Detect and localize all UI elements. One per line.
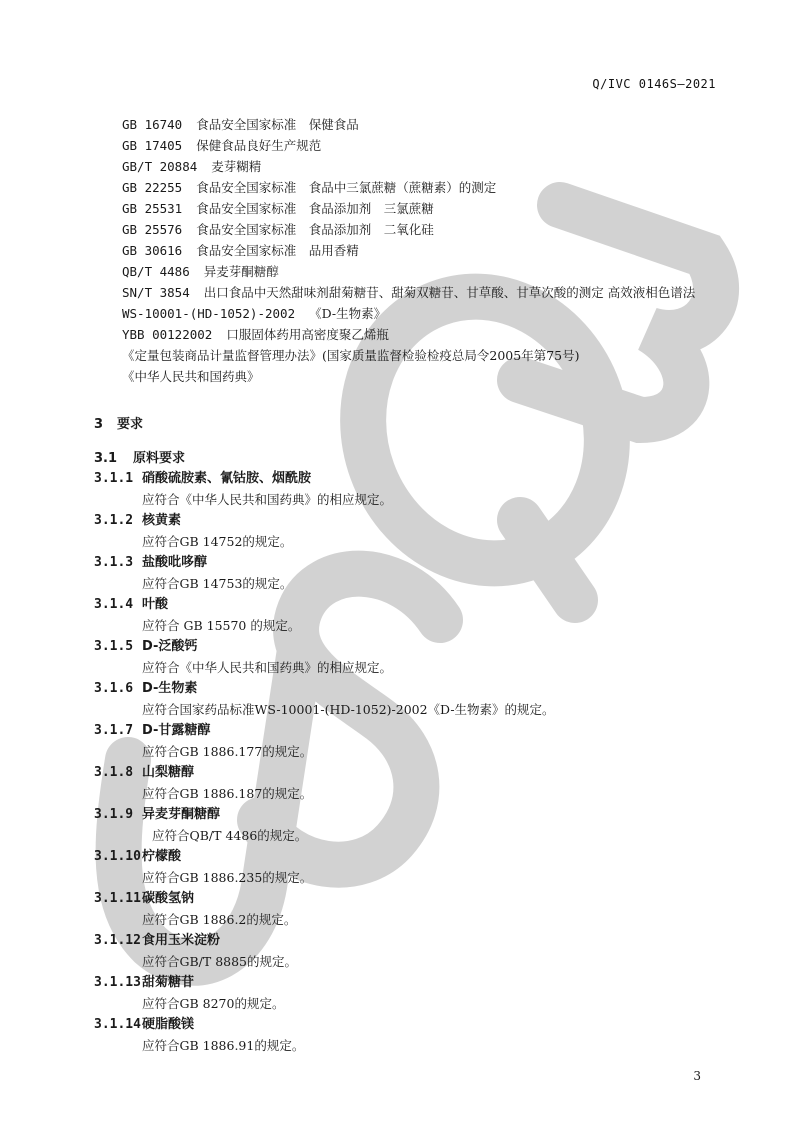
clause-text: 应符合GB 14752的规定。 xyxy=(142,534,293,549)
reference-item: SN/T 3854 出口食品中天然甜味剂甜菊糖苷、甜菊双糖苷、甘草酸、甘草次酸的测定 高效液相色谱法 xyxy=(122,285,696,300)
normative-references xyxy=(94,114,724,387)
clause-text: 应符合GB 1886.187的规定。 xyxy=(142,786,313,801)
clause-heading: 3.1.13甜菊糖苷 xyxy=(94,975,195,990)
clause-text: 应符合GB 14753的规定。 xyxy=(142,576,293,591)
clause-heading: 3.1.7 D-甘露糖醇 xyxy=(94,723,211,738)
section-heading: 3 要求 xyxy=(94,417,144,432)
clause-heading: 3.1.9 异麦芽酮糖醇 xyxy=(94,807,221,822)
reference-item: GB 25531 食品安全国家标准 食品添加剂 三氯蔗糖 xyxy=(122,201,434,216)
clause-heading: 3.1.1 硝酸硫胺素、氰钴胺、烟酰胺 xyxy=(94,471,312,486)
clause-text: 应符合GB 1886.2的规定。 xyxy=(142,912,297,927)
reference-item: GB 25576 食品安全国家标准 食品添加剂 二氧化硅 xyxy=(122,222,434,237)
reference-item: GB/T 20884 麦芽糊精 xyxy=(122,159,262,174)
reference-item: YBB 00122002 口服固体药用高密度聚乙烯瓶 xyxy=(122,327,389,342)
reference-item: 《定量包装商品计量监督管理办法》(国家质量监督检验检疫总局令2005年第75号) xyxy=(122,348,580,363)
reference-item: 《中华人民共和国药典》 xyxy=(122,369,260,384)
clause-text: 应符合 GB 15570 的规定。 xyxy=(142,618,301,633)
clause-heading: 3.1.10柠檬酸 xyxy=(94,849,182,864)
clause-text: 应符合GB 1886.91的规定。 xyxy=(142,1038,305,1053)
reference-item: GB 17405 保健食品良好生产规范 xyxy=(122,138,322,153)
clause-text: 应符合GB 8270的规定。 xyxy=(142,996,285,1011)
reference-item: WS-10001-(HD-1052)-2002 《D-生物素》 xyxy=(122,306,387,321)
clause-heading: 3.1.4 叶酸 xyxy=(94,597,169,612)
reference-item: GB 22255 食品安全国家标准 食品中三氯蔗糖（蔗糖素）的测定 xyxy=(122,180,497,195)
clause-heading: 3.1.6 D-生物素 xyxy=(94,681,198,696)
clause-heading: 3.1.14硬脂酸镁 xyxy=(94,1017,195,1032)
clause-text: 应符合QB/T 4486的规定。 xyxy=(152,828,308,843)
reference-item: GB 16740 食品安全国家标准 保健食品 xyxy=(122,117,359,132)
clause-text: 应符合GB 1886.177的规定。 xyxy=(142,744,313,759)
clause-heading: 3.1.3 盐酸吡哆醇 xyxy=(94,555,208,570)
clause-heading: 3.1.5 D-泛酸钙 xyxy=(94,639,198,654)
clause-text: 应符合GB 1886.235的规定。 xyxy=(142,870,313,885)
clause-text: 应符合《中华人民共和国药典》的相应规定。 xyxy=(142,492,393,507)
clause-heading: 3.1.2 核黄素 xyxy=(94,513,182,528)
reference-item: QB/T 4486 异麦芽酮糖醇 xyxy=(122,264,279,279)
clause-text: 应符合国家药品标准WS-10001-(HD-1052)-2002《D-生物素》的规定。 xyxy=(142,702,555,717)
clause-text: 应符合《中华人民共和国药典》的相应规定。 xyxy=(142,660,393,675)
page-number: 3 xyxy=(693,1069,701,1083)
document-code: Q/IVC 0146S—2021 xyxy=(592,77,716,91)
clause-text: 应符合GB/T 8885的规定。 xyxy=(142,954,298,969)
clause-heading: 3.1.11碳酸氢钠 xyxy=(94,891,195,906)
clause-heading: 3.1.8 山梨糖醇 xyxy=(94,765,195,780)
clause-heading: 3.1.12食用玉米淀粉 xyxy=(94,933,221,948)
subsection-heading: 3.1 原料要求 xyxy=(94,451,186,466)
reference-item: GB 30616 食品安全国家标准 品用香精 xyxy=(122,243,359,258)
material-requirements xyxy=(94,468,724,1056)
